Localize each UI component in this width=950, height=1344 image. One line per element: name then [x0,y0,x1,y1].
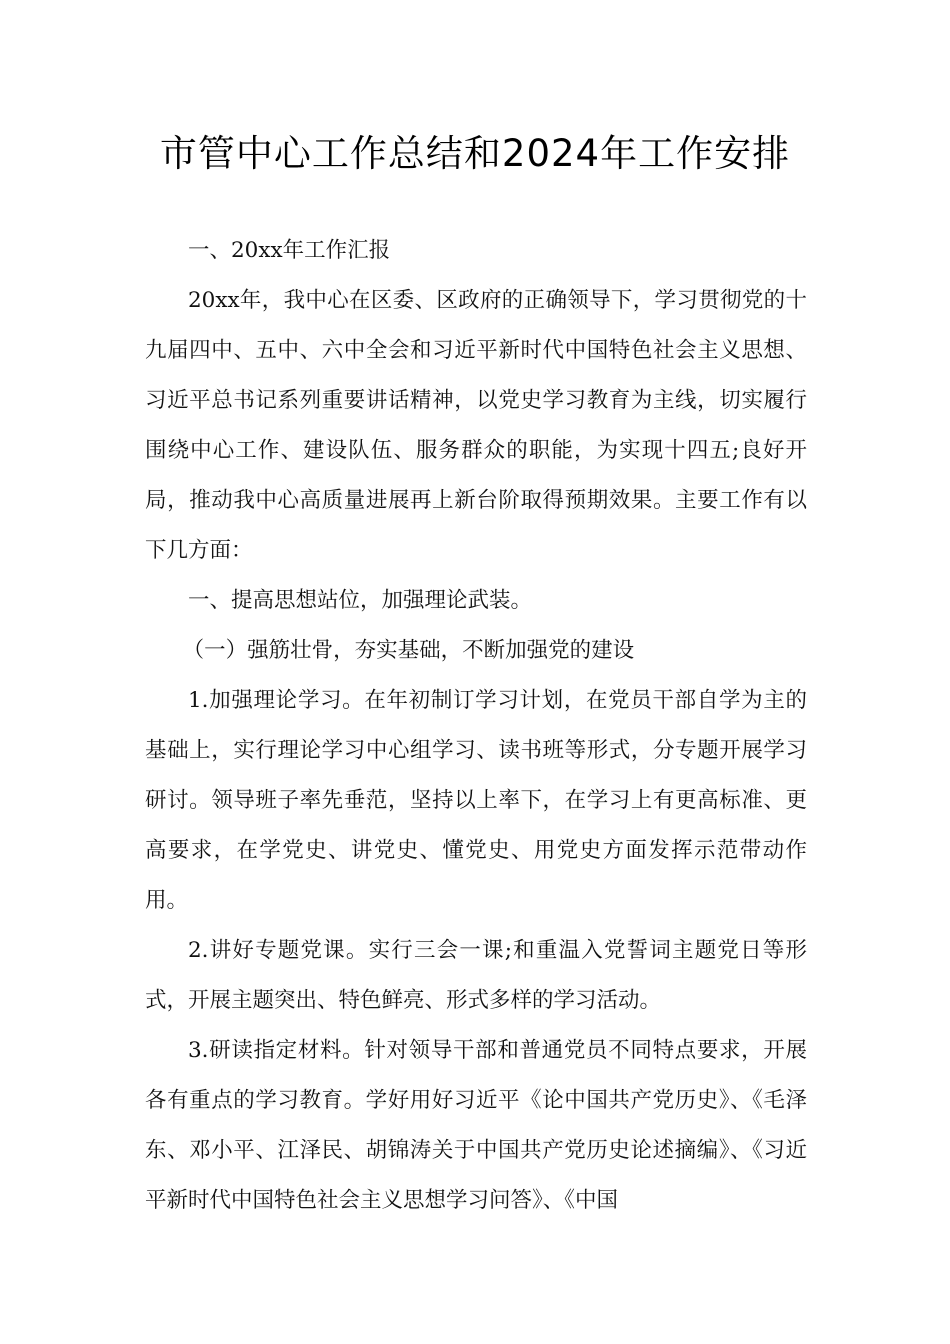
paragraph-overview: 20xx年，我中心在区委、区政府的正确领导下，学习贯彻党的十九届四中、五中、六中全会和习近平新时代中国特色社会主义思想、习近平总书记系列重要讲话精神，以党史学习教育为主线，切实履行围绕中心工作、建设队伍、服务群众的职能，为实现十四五;良好开局，推动我中心高质量进展再上新台阶取得预期效果。主要工作有以下几方面： [145,288,807,563]
paragraph-party-lessons: 2.讲好专题党课。实行三会一课;和重温入党誓词主题党日等形式，开展主题突出、特色鲜亮、形式多样的学习活动。 [145,938,807,1013]
document-title: 市管中心工作总结和2024年工作安排 [159,132,791,175]
section-heading-ideology: 一、提高思想站位，加强理论武装。 [188,588,533,613]
document-body [145,226,807,1226]
section-heading-annual-report: 一、20xx年工作汇报 [188,238,391,263]
paragraph-theory-study: 1.加强理论学习。在年初制订学习计划，在党员干部自学为主的基础上，实行理论学习中心组学习、读书班等形式，分专题开展学习研讨。领导班子率先垂范，坚持以上率下，在学习上有更高标准、更高要求，在学党史、讲党史、懂党史、用党史方面发挥示范带动作用。 [145,688,807,913]
paragraph-study-materials: 3.研读指定材料。针对领导干部和普通党员不同特点要求，开展各有重点的学习教育。学好用好习近平《论中国共产党历史》、《毛泽东、邓小平、江泽民、胡锦涛关于中国共产党历史论述摘编》、《习近平新时代中国特色社会主义思想学习问答》、《中国 [145,1038,807,1213]
subsection-heading-party-building: （一）强筋壮骨，夯实基础，不断加强党的建设 [182,638,635,663]
